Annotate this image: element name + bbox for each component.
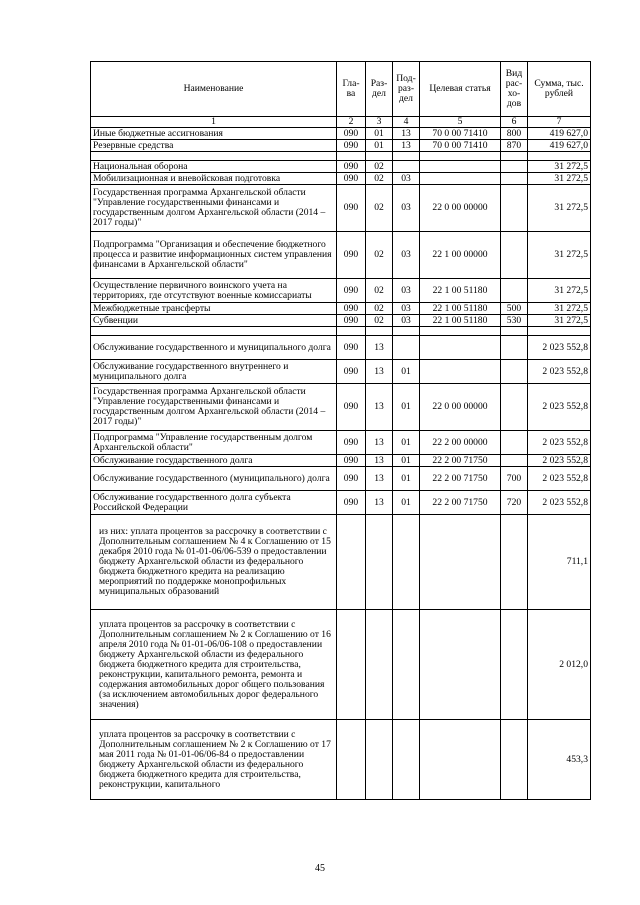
cell-tselevaya: 22 1 00 51180 <box>420 279 501 303</box>
empty-cell <box>366 327 393 336</box>
empty-cell <box>420 610 501 720</box>
column-number: 6 <box>501 117 528 128</box>
cell-summa: 2 023 552,8 <box>528 455 591 467</box>
subitem-summa: 453,3 <box>528 720 591 800</box>
empty-cell <box>420 327 501 336</box>
empty-cell <box>393 610 420 720</box>
cell-glava: 090 <box>337 173 366 185</box>
cell-summa: 31 272,5 <box>528 279 591 303</box>
empty-cell <box>393 152 420 161</box>
cell-name: Обслуживание государственного долга субъекта Российской Федерации <box>91 491 337 515</box>
cell-podrazdel: 01 <box>393 467 420 491</box>
cell-tselevaya: 22 2 00 71750 <box>420 491 501 515</box>
table-row <box>91 315 591 327</box>
cell-vid <box>501 336 528 360</box>
cell-razdel: 02 <box>366 303 393 315</box>
column-number: 5 <box>420 117 501 128</box>
cell-name: Подпрограмма "Организация и обеспечение бюджетного процесса и развитие информационных систем управления финансами в Архангельской области" <box>91 232 337 279</box>
subitem-text: уплата процентов за рассрочку в соответствии с Дополнительным соглашением № 2 к Соглашению от 17 мая 2011 года № 01-01-06/06-84 о предоставлении бюджету Архангельской области из федерального бюджета бюджетного кредита для строительства, реконструкции, капитального <box>91 720 337 800</box>
cell-podrazdel: 01 <box>393 491 420 515</box>
cell-name: Обслуживание государственного и муниципального долга <box>91 336 337 360</box>
cell-podrazdel: 03 <box>393 303 420 315</box>
cell-name: Государственная программа Архангельской области "Управление государственными финансами и государственным долгом Архангельской области (2014 – 2017 годы)" <box>91 185 337 232</box>
cell-podrazdel: 13 <box>393 140 420 152</box>
empty-cell <box>366 515 393 610</box>
cell-summa: 31 272,5 <box>528 315 591 327</box>
cell-vid: 720 <box>501 491 528 515</box>
empty-cell <box>501 610 528 720</box>
cell-razdel: 02 <box>366 173 393 185</box>
cell-name: Подпрограмма "Управление государственным долгом Архангельской области" <box>91 431 337 455</box>
subitem-row <box>91 610 591 720</box>
header-vid-raskhodov: Вид рас-хо-дов <box>501 62 528 117</box>
header-podrazdel: Под-раз-дел <box>393 62 420 117</box>
column-number: 7 <box>528 117 591 128</box>
cell-podrazdel: 01 <box>393 360 420 384</box>
empty-cell <box>501 327 528 336</box>
cell-vid <box>501 360 528 384</box>
cell-glava: 090 <box>337 185 366 232</box>
cell-tselevaya <box>420 173 501 185</box>
header-tselevaya-statya: Целевая статья <box>420 62 501 117</box>
cell-razdel: 13 <box>366 431 393 455</box>
cell-razdel: 13 <box>366 491 393 515</box>
empty-cell <box>393 515 420 610</box>
cell-summa: 31 272,5 <box>528 173 591 185</box>
cell-glava: 090 <box>337 336 366 360</box>
cell-podrazdel: 03 <box>393 173 420 185</box>
cell-name: Межбюджетные трансферты <box>91 303 337 315</box>
column-number: 1 <box>91 117 337 128</box>
cell-name: Национальная оборона <box>91 161 337 173</box>
cell-tselevaya <box>420 336 501 360</box>
table-header-row <box>91 62 591 117</box>
table-row <box>91 360 591 384</box>
subitem-row <box>91 720 591 800</box>
empty-cell <box>501 515 528 610</box>
cell-vid: 700 <box>501 467 528 491</box>
table-row <box>91 128 591 140</box>
cell-vid <box>501 161 528 173</box>
cell-podrazdel: 03 <box>393 279 420 303</box>
cell-podrazdel: 03 <box>393 185 420 232</box>
cell-tselevaya: 22 0 00 00000 <box>420 384 501 431</box>
subitem-text: уплата процентов за рассрочку в соответствии с Дополнительным соглашением № 2 к Соглашению от 16 апреля 2010 года № 01-01-06/06-108 о предоставлении бюджету Архангельской области из федерального бюджета бюджетного кредита для строительства, реконструкции, капитального ремонта, ремонта и содержания автомобильных дорог общего пользования (за исключением автомобильных дорог федерального значения) <box>91 610 337 720</box>
cell-name: Резервные средства <box>91 140 337 152</box>
table-row <box>91 431 591 455</box>
table-row <box>91 303 591 315</box>
table-row <box>91 467 591 491</box>
budget-table <box>90 61 591 800</box>
cell-vid: 500 <box>501 303 528 315</box>
cell-summa: 2 023 552,8 <box>528 467 591 491</box>
spacer-row <box>91 152 591 161</box>
empty-cell <box>501 720 528 800</box>
table-row <box>91 279 591 303</box>
empty-cell <box>337 720 366 800</box>
cell-vid <box>501 232 528 279</box>
column-number: 4 <box>393 117 420 128</box>
cell-podrazdel <box>393 161 420 173</box>
cell-glava: 090 <box>337 140 366 152</box>
cell-vid: 870 <box>501 140 528 152</box>
cell-podrazdel <box>393 336 420 360</box>
cell-tselevaya <box>420 161 501 173</box>
subitem-text: из них: уплата процентов за рассрочку в соответствии с Дополнительным соглашением № 4 к Соглашению от 15 декабря 2010 года № 01-01-06/06-539 о предоставлении бюджету Архангельской области из федерального бюджета бюджетного кредита на реализацию мероприятий по поддержке монопрофильных муниципальных образований <box>91 515 337 610</box>
table-row <box>91 455 591 467</box>
cell-tselevaya: 22 1 00 51180 <box>420 315 501 327</box>
cell-vid <box>501 279 528 303</box>
cell-name: Субвенции <box>91 315 337 327</box>
empty-cell <box>366 720 393 800</box>
cell-tselevaya <box>420 360 501 384</box>
column-number: 3 <box>366 117 393 128</box>
subitem-summa: 2 012,0 <box>528 610 591 720</box>
header-name: Наименование <box>91 62 337 117</box>
header-glava: Гла-ва <box>337 62 366 117</box>
empty-cell <box>366 152 393 161</box>
cell-name: Осуществление первичного воинского учета на территориях, где отсутствуют военные комиссариаты <box>91 279 337 303</box>
spacer-row <box>91 327 591 336</box>
cell-name: Государственная программа Архангельской области "Управление государственными финансами и государственным долгом Архангельской области (2014 – 2017 годы)" <box>91 384 337 431</box>
cell-name: Обслуживание государственного (муниципального) долга <box>91 467 337 491</box>
cell-podrazdel: 03 <box>393 232 420 279</box>
table-row <box>91 185 591 232</box>
cell-tselevaya: 22 1 00 00000 <box>420 232 501 279</box>
cell-summa: 31 272,5 <box>528 185 591 232</box>
cell-summa: 31 272,5 <box>528 303 591 315</box>
cell-glava: 090 <box>337 315 366 327</box>
header-razdel: Раз-дел <box>366 62 393 117</box>
empty-cell <box>393 327 420 336</box>
table-row <box>91 161 591 173</box>
cell-glava: 090 <box>337 303 366 315</box>
cell-vid: 530 <box>501 315 528 327</box>
cell-razdel: 01 <box>366 140 393 152</box>
cell-tselevaya: 70 0 00 71410 <box>420 140 501 152</box>
cell-glava: 090 <box>337 232 366 279</box>
cell-glava: 090 <box>337 467 366 491</box>
cell-vid: 800 <box>501 128 528 140</box>
cell-tselevaya: 22 2 00 71750 <box>420 455 501 467</box>
cell-razdel: 02 <box>366 279 393 303</box>
cell-glava: 090 <box>337 491 366 515</box>
cell-razdel: 13 <box>366 455 393 467</box>
empty-cell <box>528 327 591 336</box>
empty-cell <box>420 515 501 610</box>
cell-podrazdel: 01 <box>393 384 420 431</box>
cell-podrazdel: 13 <box>393 128 420 140</box>
empty-cell <box>91 327 337 336</box>
table-row <box>91 173 591 185</box>
cell-tselevaya: 70 0 00 71410 <box>420 128 501 140</box>
cell-summa: 419 627,0 <box>528 128 591 140</box>
cell-glava: 090 <box>337 360 366 384</box>
empty-cell <box>337 610 366 720</box>
cell-razdel: 13 <box>366 336 393 360</box>
cell-name: Обслуживание государственного долга <box>91 455 337 467</box>
table-row <box>91 232 591 279</box>
cell-tselevaya: 22 2 00 00000 <box>420 431 501 455</box>
column-number-row <box>91 117 591 128</box>
cell-summa: 2 023 552,8 <box>528 491 591 515</box>
cell-vid <box>501 173 528 185</box>
cell-summa: 2 023 552,8 <box>528 360 591 384</box>
cell-glava: 090 <box>337 384 366 431</box>
cell-vid <box>501 384 528 431</box>
cell-name: Обслуживание государственного внутреннего и муниципального долга <box>91 360 337 384</box>
page-number: 45 <box>315 863 325 874</box>
cell-vid <box>501 455 528 467</box>
cell-summa: 31 272,5 <box>528 232 591 279</box>
subitem-summa: 711,1 <box>528 515 591 610</box>
cell-razdel: 01 <box>366 128 393 140</box>
empty-cell <box>420 152 501 161</box>
cell-razdel: 02 <box>366 161 393 173</box>
empty-cell <box>366 610 393 720</box>
cell-summa: 2 023 552,8 <box>528 431 591 455</box>
table-row <box>91 491 591 515</box>
cell-glava: 090 <box>337 161 366 173</box>
cell-summa: 2 023 552,8 <box>528 336 591 360</box>
cell-vid <box>501 185 528 232</box>
table-row <box>91 384 591 431</box>
cell-summa: 31 272,5 <box>528 161 591 173</box>
cell-summa: 419 627,0 <box>528 140 591 152</box>
cell-tselevaya: 22 0 00 00000 <box>420 185 501 232</box>
empty-cell <box>337 515 366 610</box>
cell-podrazdel: 01 <box>393 431 420 455</box>
cell-razdel: 13 <box>366 360 393 384</box>
table-row <box>91 336 591 360</box>
cell-name: Мобилизационная и вневойсковая подготовка <box>91 173 337 185</box>
cell-summa: 2 023 552,8 <box>528 384 591 431</box>
cell-tselevaya: 22 1 00 51180 <box>420 303 501 315</box>
cell-tselevaya: 22 2 00 71750 <box>420 467 501 491</box>
empty-cell <box>337 152 366 161</box>
empty-cell <box>91 152 337 161</box>
table-row <box>91 140 591 152</box>
cell-razdel: 13 <box>366 384 393 431</box>
cell-razdel: 02 <box>366 185 393 232</box>
cell-razdel: 02 <box>366 315 393 327</box>
empty-cell <box>528 152 591 161</box>
cell-vid <box>501 431 528 455</box>
empty-cell <box>337 327 366 336</box>
empty-cell <box>393 720 420 800</box>
subitem-row <box>91 515 591 610</box>
header-summa: Сумма, тыс. рублей <box>528 62 591 117</box>
column-number: 2 <box>337 117 366 128</box>
cell-razdel: 13 <box>366 467 393 491</box>
empty-cell <box>501 152 528 161</box>
empty-cell <box>420 720 501 800</box>
cell-name: Иные бюджетные ассигнования <box>91 128 337 140</box>
cell-podrazdel: 01 <box>393 455 420 467</box>
cell-razdel: 02 <box>366 232 393 279</box>
cell-glava: 090 <box>337 279 366 303</box>
cell-glava: 090 <box>337 455 366 467</box>
cell-glava: 090 <box>337 431 366 455</box>
cell-podrazdel: 03 <box>393 315 420 327</box>
cell-glava: 090 <box>337 128 366 140</box>
